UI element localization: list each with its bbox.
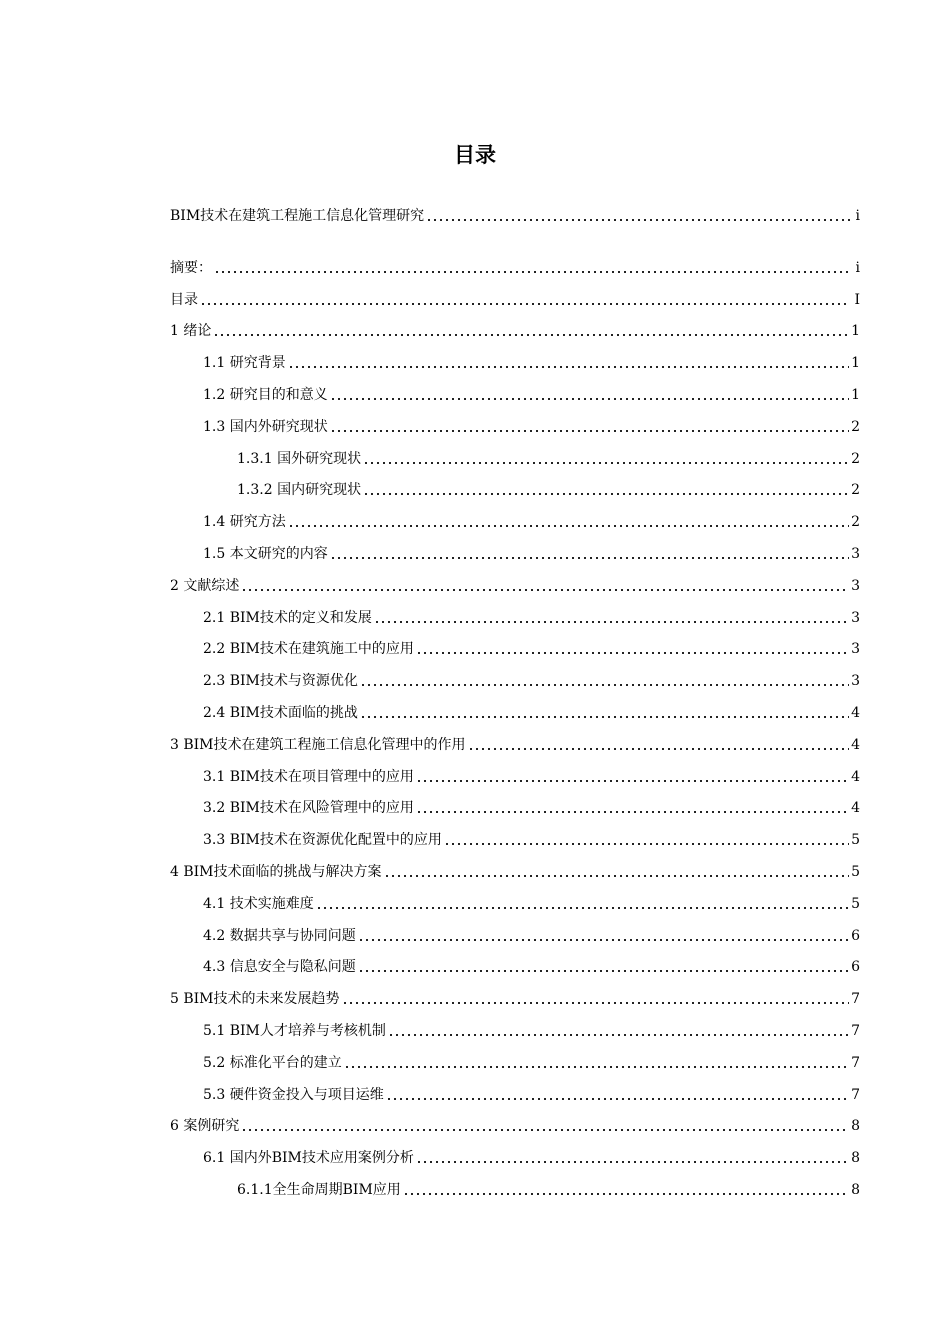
toc-entry[interactable] <box>203 1145 860 1167</box>
toc-entry-page-number: 8 <box>851 1118 860 1134</box>
toc-entry-page-number: 7 <box>851 991 860 1007</box>
toc-entry[interactable] <box>170 318 860 340</box>
dot-leader <box>288 524 849 528</box>
toc-entry[interactable] <box>203 382 860 404</box>
dot-leader <box>384 874 850 878</box>
toc-entry-label: 1.5 本文研究的内容 <box>203 546 328 562</box>
dot-leader <box>363 492 849 496</box>
dot-leader <box>316 906 849 910</box>
toc-entry-page-number: 2 <box>851 451 860 467</box>
toc-entry[interactable] <box>170 287 860 309</box>
toc-entry-page-number: 3 <box>851 546 860 562</box>
toc-title: 目录 <box>454 143 496 167</box>
toc-entry-label: 1.3.1 国外研究现状 <box>237 451 362 467</box>
dot-leader <box>213 333 849 337</box>
toc-entry-label: 6 案例研究 <box>170 1118 240 1134</box>
toc-entry[interactable] <box>203 795 860 817</box>
toc-entry[interactable] <box>203 668 860 690</box>
toc-entry[interactable] <box>203 923 860 945</box>
toc-entry-label: 1.2 研究目的和意义 <box>203 387 328 403</box>
dot-leader <box>360 715 849 719</box>
toc-entry[interactable] <box>170 732 860 754</box>
toc-entry-page-number: 3 <box>851 610 860 626</box>
toc-entry[interactable] <box>203 636 860 658</box>
toc-entry[interactable] <box>203 541 860 563</box>
toc-entry-label: BIM技术在建筑工程施工信息化管理研究 <box>170 208 425 224</box>
toc-entry-page-number: 7 <box>851 1023 860 1039</box>
toc-entry-page-number: 5 <box>851 864 860 880</box>
dot-leader <box>388 1033 849 1037</box>
toc-entry-page-number: 7 <box>851 1055 860 1071</box>
toc-entry[interactable] <box>203 700 860 722</box>
toc-entry-label: 2.2 BIM技术在建筑施工中的应用 <box>203 641 414 657</box>
dot-leader <box>200 302 850 306</box>
toc-entry-label: 2.4 BIM技术面临的挑战 <box>203 705 358 721</box>
toc-entry-label: 4 BIM技术面临的挑战与解决方案 <box>170 864 382 880</box>
toc-entry-page-number: 4 <box>851 769 860 785</box>
toc-entry-page-number: 1 <box>851 323 860 339</box>
dot-leader <box>374 620 849 624</box>
toc-entry[interactable] <box>203 1050 860 1072</box>
toc-entry-page-number: 3 <box>851 641 860 657</box>
toc-entry-page-number: 8 <box>851 1150 860 1166</box>
toc-entry[interactable] <box>203 891 860 913</box>
toc-entry-label: 1.3.2 国内研究现状 <box>237 482 362 498</box>
dot-leader <box>403 1192 849 1196</box>
dot-leader <box>416 810 849 814</box>
toc-entry-page-number: 2 <box>851 514 860 530</box>
toc-entry-page-number: 1 <box>851 387 860 403</box>
toc-entry-page-number: 5 <box>851 896 860 912</box>
toc-entry-page-number: 6 <box>851 928 860 944</box>
toc-entry-label: 1 绪论 <box>170 323 212 339</box>
toc-entry[interactable] <box>203 827 860 849</box>
toc-entry-label: 6.1 国内外BIM技术应用案例分析 <box>203 1150 414 1166</box>
toc-entry-label: 4.1 技术实施难度 <box>203 896 314 912</box>
toc-entry[interactable] <box>237 446 860 468</box>
toc-entry-page-number: 4 <box>851 800 860 816</box>
dot-leader <box>360 683 849 687</box>
dot-leader <box>358 938 849 942</box>
toc-entry-label: 3.3 BIM技术在资源优化配置中的应用 <box>203 832 442 848</box>
toc-entry-label: 2 文献综述 <box>170 578 240 594</box>
toc-entry-page-number: 8 <box>851 1182 860 1198</box>
dot-leader <box>444 842 849 846</box>
dot-leader <box>214 270 850 274</box>
toc-entry-page-number: 6 <box>851 959 860 975</box>
toc-entry-label: 4.3 信息安全与隐私问题 <box>203 959 356 975</box>
toc-entry-label: 5.2 标准化平台的建立 <box>203 1055 342 1071</box>
toc-entry-label: 2.3 BIM技术与资源优化 <box>203 673 358 689</box>
toc-entry[interactable] <box>203 1018 860 1040</box>
toc-entry-page-number: 4 <box>851 705 860 721</box>
toc-entry-page-number: I <box>854 292 860 308</box>
toc-entry-page-number: 2 <box>851 419 860 435</box>
toc-entry-page-number: 1 <box>851 355 860 371</box>
dot-leader <box>330 429 849 433</box>
toc-entry-label: 1.4 研究方法 <box>203 514 286 530</box>
dot-leader <box>468 747 850 751</box>
toc-entry-page-number: 5 <box>851 832 860 848</box>
dot-leader <box>344 1065 849 1069</box>
toc-entry-label: 5 BIM技术的未来发展趋势 <box>170 991 340 1007</box>
toc-entry-label: 5.3 硬件资金投入与项目运维 <box>203 1087 384 1103</box>
toc-entry-label: 3 BIM技术在建筑工程施工信息化管理中的作用 <box>170 737 466 753</box>
toc-entry-label: 5.1 BIM人才培养与考核机制 <box>203 1023 386 1039</box>
dot-leader <box>363 461 849 465</box>
toc-entry-page-number: 2 <box>851 482 860 498</box>
toc-entry-label: 1.3 国内外研究现状 <box>203 419 328 435</box>
toc-entry-label: 6.1.1全生命周期BIM应用 <box>237 1182 401 1198</box>
toc-entry[interactable] <box>170 986 860 1008</box>
toc-entry-label: 3.1 BIM技术在项目管理中的应用 <box>203 769 414 785</box>
toc-entry[interactable] <box>203 350 860 372</box>
toc-entry[interactable] <box>237 1177 860 1199</box>
toc-entry-label: 摘要： <box>170 260 212 276</box>
toc-entry[interactable] <box>170 255 860 277</box>
dot-leader <box>386 1097 849 1101</box>
toc-entry-page-number: 3 <box>851 673 860 689</box>
toc-entry-page-number: i <box>855 260 860 276</box>
toc-entry[interactable] <box>203 509 860 531</box>
dot-leader <box>288 365 849 369</box>
toc-entry[interactable] <box>203 954 860 976</box>
toc-entry-page-number: 4 <box>851 737 860 753</box>
dot-leader <box>241 1128 849 1132</box>
toc-entry-page-number: 3 <box>851 578 860 594</box>
toc-entry-page-number: 7 <box>851 1087 860 1103</box>
toc-entry-label: 1.1 研究背景 <box>203 355 286 371</box>
toc-entry[interactable] <box>203 764 860 786</box>
dot-leader <box>358 969 849 973</box>
dot-leader <box>426 218 850 222</box>
toc-entry-page-number: i <box>855 208 860 224</box>
dot-leader <box>416 1160 849 1164</box>
dot-leader <box>416 651 849 655</box>
toc-entry[interactable] <box>237 477 860 499</box>
toc-entry[interactable] <box>203 605 860 627</box>
dot-leader <box>330 397 849 401</box>
toc-entry[interactable] <box>170 1113 860 1135</box>
toc-entry-label: 3.2 BIM技术在风险管理中的应用 <box>203 800 414 816</box>
toc-entry-label: 目录 <box>170 292 198 308</box>
toc-entry[interactable] <box>170 573 860 595</box>
toc-entry-label: 4.2 数据共享与协同问题 <box>203 928 356 944</box>
toc-entry[interactable] <box>170 203 860 225</box>
dot-leader <box>416 779 849 783</box>
toc-entry[interactable] <box>203 1082 860 1104</box>
toc-entry[interactable] <box>170 859 860 881</box>
dot-leader <box>342 1001 850 1005</box>
dot-leader <box>330 556 849 560</box>
toc-entry-label: 2.1 BIM技术的定义和发展 <box>203 610 372 626</box>
toc-entry[interactable] <box>203 414 860 436</box>
dot-leader <box>241 588 849 592</box>
